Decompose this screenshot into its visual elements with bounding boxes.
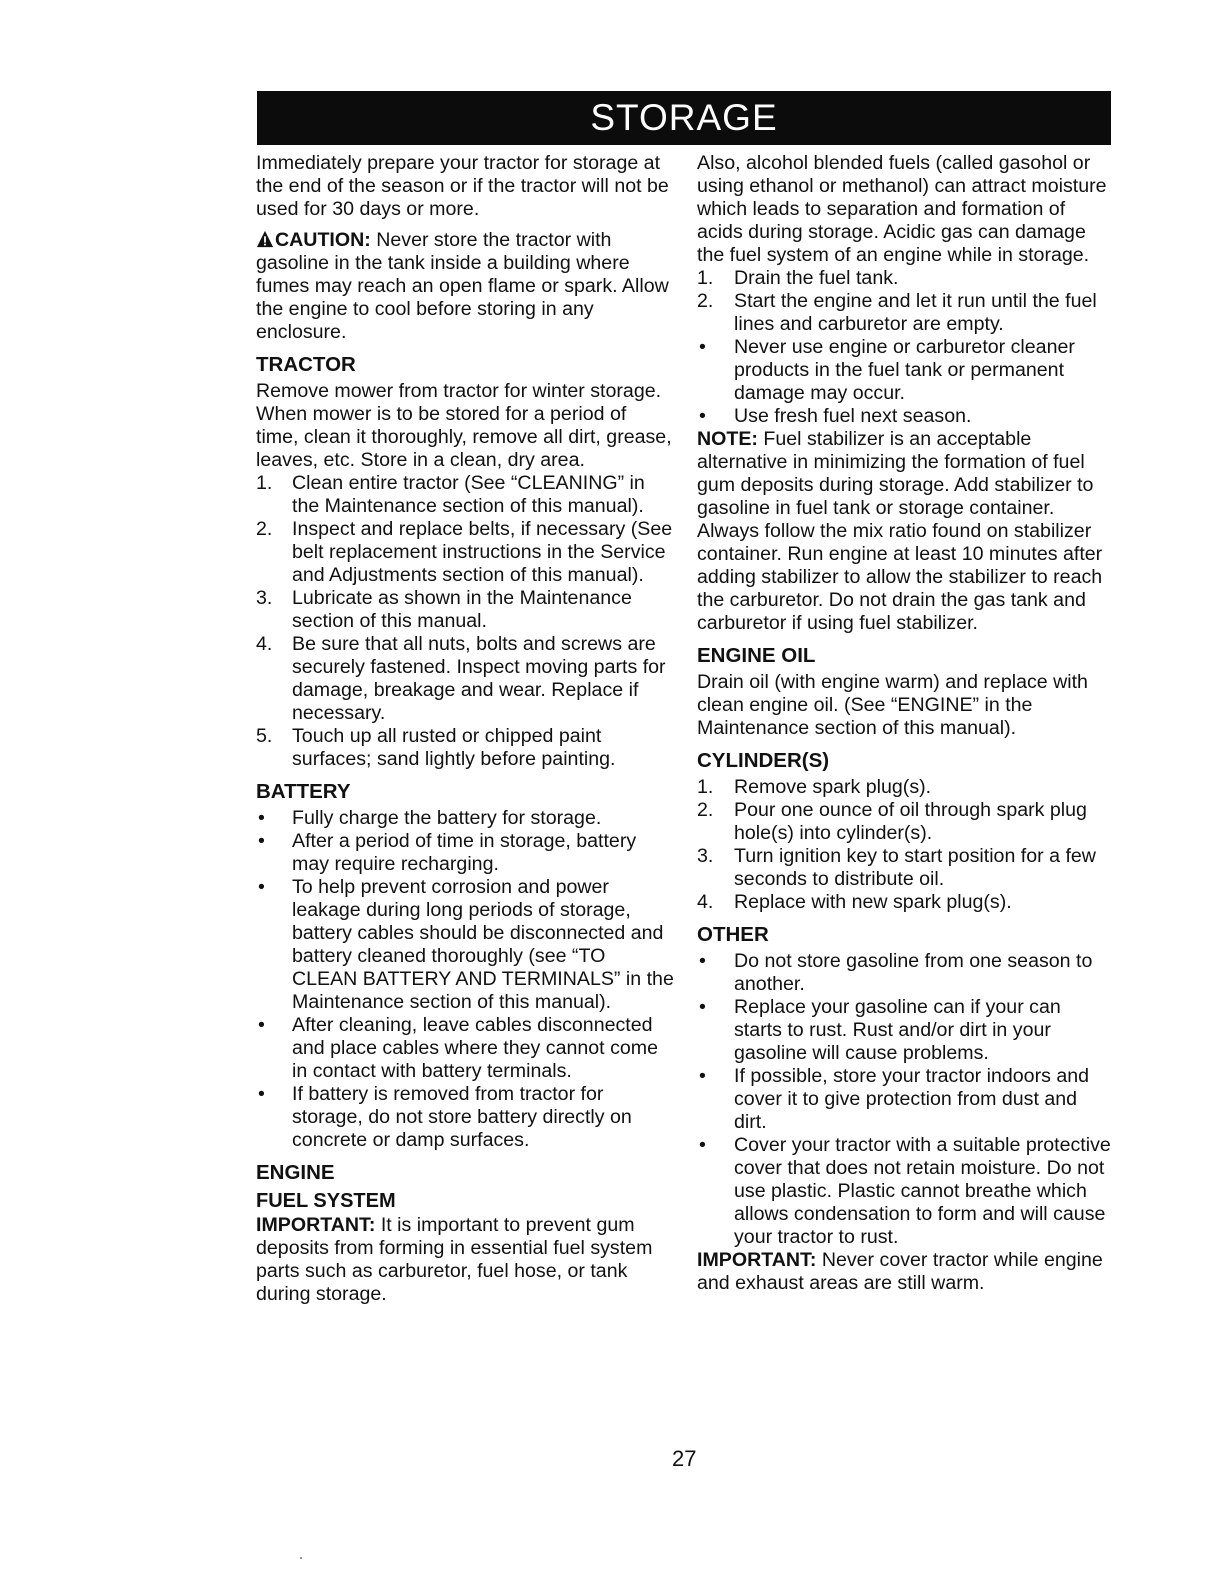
important-label: IMPORTANT: (256, 1214, 376, 1236)
engine-heading: ENGINE (256, 1161, 335, 1184)
list-item: • Do not store gasoline from one season to another. (699, 950, 1093, 995)
page-number: 27 (672, 1446, 697, 1471)
tractor-intro: Remove mower from tractor for winter storage. When mower is to be stored for a period of time, clean it thoroughly, remove all dirt, grease, leaves, etc. Store in a clean, dry area. (256, 380, 672, 471)
engine-oil-paragraph: Drain oil (with engine warm) and replace with clean engine oil. (See “ENGINE” in the Maintenance section of this manual). (697, 671, 1088, 739)
cylinders-heading: CYLINDER(S) (697, 749, 830, 772)
list-item: 3. Lubricate as shown in the Maintenance section of this manual. (256, 587, 632, 632)
caution-label: CAUTION: (275, 229, 371, 251)
fuel-important-paragraph: IMPORTANT: It is important to prevent gum deposits from forming in essential fuel system parts such as carburetor, fuel hose, or tank during storage. (256, 1214, 653, 1305)
list-item: • Replace your gasoline can if your can starts to rust. Rust and/or dirt in your gasoline will cause problems. (699, 996, 1061, 1064)
note-label: NOTE: (697, 428, 758, 450)
other-heading: OTHER (697, 923, 769, 946)
list-item: 5. Touch up all rusted or chipped paint surfaces; sand lightly before painting. (256, 725, 616, 770)
list-item: 1. Clean entire tractor (See “CLEANING” in the Maintenance section of this manual). (256, 472, 645, 517)
caution-paragraph (256, 229, 674, 344)
intro-paragraph: Immediately prepare your tractor for storage at the end of the season or if the tractor will not be used for 30 days or more. (256, 152, 669, 220)
list-item: 2. Start the engine and let it run until the fuel lines and carburetor are empty. (697, 290, 1097, 335)
cylinder-steps (697, 776, 1111, 914)
list-item: • Fully charge the battery for storage. (258, 807, 602, 829)
list-item: 1. Remove spark plug(s). (697, 776, 932, 798)
page-title-banner (257, 91, 1111, 145)
page-title: STORAGE (590, 97, 778, 138)
alcohol-fuel-paragraph: Also, alcohol blended fuels (called gasohol or using ethanol or methanol) can attract moisture which leads to separation and formation of acids during storage. Acidic gas can damage the fuel system of an engine while in storage. (697, 152, 1107, 266)
fuel-bullets (697, 336, 1111, 428)
list-item: • If battery is removed from tractor for storage, do not store battery directly on concrete or damp surfaces. (258, 1083, 632, 1151)
battery-bullets (256, 807, 674, 1152)
note-paragraph: NOTE: Fuel stabilizer is an acceptable alternative in minimizing the formation of fuel gum deposits during storage. Add stabilizer to gasoline in fuel tank or storage container. Always follow the mix ratio found on stabilizer container. Run engine at least 10 minutes after adding stabilizer to allow the stabilizer to reach the carburetor. Do not drain the gas tank and carburetor if using fuel stabilizer. (697, 428, 1103, 634)
other-important-paragraph: IMPORTANT: Never cover tractor while engine and exhaust areas are still warm. (697, 1249, 1103, 1294)
caution-text: Never store the tractor with gasoline in the tank inside a building where fumes may reach an open flame or spark. Allow the engine to cool before storing in any enclosure. (256, 229, 669, 343)
battery-heading: BATTERY (256, 780, 351, 803)
left-column (256, 152, 674, 1306)
other-bullets (697, 950, 1111, 1249)
list-item: • Cover your tractor with a suitable protective cover that does not retain moisture. Do not use plastic. Plastic cannot breathe which allows condensation to form and will cause your tractor to rust. (699, 1134, 1111, 1248)
list-item: 4. Be sure that all nuts, bolts and screws are securely fastened. Inspect moving parts for damage, breakage and wear. Replace if necessary. (256, 633, 666, 724)
list-item: 2. Pour one ounce of oil through spark plug hole(s) into cylinder(s). (697, 799, 1087, 844)
engine-oil-heading: ENGINE OIL (697, 644, 816, 667)
list-item: • After a period of time in storage, battery may require recharging. (258, 830, 637, 875)
scan-speck (300, 1557, 302, 1559)
list-item: 1. Drain the fuel tank. (697, 267, 899, 289)
fuel-steps (697, 267, 1111, 336)
list-item: • To help prevent corrosion and power leakage during long periods of storage, battery cables should be disconnected and battery cleaned thoroughly (see “TO CLEAN BATTERY AND TERMINALS” in the Maintenance section of this manual). (258, 876, 674, 1013)
list-item: 3. Turn ignition key to start position for a few seconds to distribute oil. (697, 845, 1096, 890)
fuel-system-heading: FUEL SYSTEM (256, 1190, 396, 1212)
list-item: • After cleaning, leave cables disconnected and place cables where they cannot come in contact with battery terminals. (258, 1014, 658, 1082)
list-item: 2. Inspect and replace belts, if necessary (See belt replacement instructions in the Service and Adjustments section of this manual). (256, 518, 673, 586)
tractor-steps (256, 472, 674, 771)
right-column (697, 152, 1111, 1295)
list-item: 4. Replace with new spark plug(s). (697, 891, 1012, 913)
list-item: • If possible, store your tractor indoors and cover it to give protection from dust and dirt. (699, 1065, 1090, 1133)
tractor-heading: TRACTOR (256, 353, 356, 376)
warning-triangle-icon (256, 230, 274, 248)
list-item: • Use fresh fuel next season. (699, 405, 972, 427)
list-item: • Never use engine or carburetor cleaner products in the fuel tank or permanent damage may occur. (699, 336, 1075, 404)
important-label: IMPORTANT: (697, 1249, 817, 1271)
